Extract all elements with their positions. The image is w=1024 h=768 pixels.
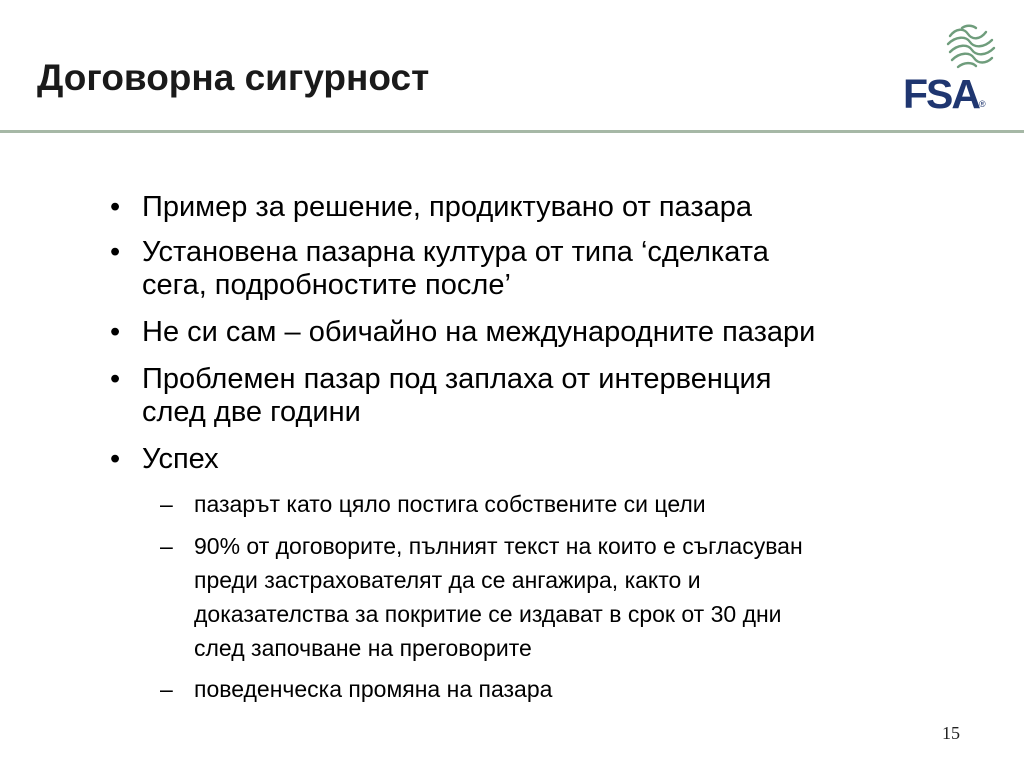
fsa-logo	[898, 22, 1002, 117]
sub-bullet-text-line: 90% от договорите, пълният текст на които е съгласуван	[194, 533, 803, 559]
title-divider	[0, 130, 1024, 133]
sub-bullet-text	[194, 529, 964, 665]
bullet-text: Не си сам – обичайно на международните пазари	[142, 316, 816, 348]
bullet-marker: •	[110, 316, 121, 348]
bullet-marker: •	[110, 443, 121, 475]
bullet-text-line: Проблемен пазар под заплаха от интервенция	[142, 363, 772, 395]
sub-bullet-text-line: след започване на преговорите	[194, 635, 532, 661]
bullet-text	[142, 236, 942, 302]
registered-mark: ®	[979, 99, 986, 109]
bullet-marker: •	[110, 191, 121, 223]
slide-title: Договорна сигурност	[37, 57, 430, 98]
sub-bullet-text-line: доказателства за покритие се издават в срок от 30 дни	[194, 601, 782, 627]
fsa-swirl-icon	[944, 22, 1000, 74]
fsa-logo-text: FSA	[903, 71, 979, 117]
bullet-marker: •	[110, 236, 121, 268]
sub-bullet-text: поведенческа промяна на пазара	[194, 676, 553, 702]
bullet-text	[142, 363, 942, 429]
sub-bullet-marker: –	[160, 491, 173, 517]
sub-bullet-text: пазарът като цяло постига собствените си цели	[194, 491, 706, 517]
bullet-text-line: след две години	[142, 396, 361, 428]
page-number: 15	[942, 723, 960, 743]
bullet-marker: •	[110, 363, 121, 395]
sub-bullet-text-line: преди застрахователят да се ангажира, както и	[194, 567, 701, 593]
bullet-text-line: Установена пазарна култура от типа ‘сделката	[142, 236, 769, 268]
bullet-text: Пример за решение, продиктувано от пазара	[142, 191, 753, 223]
sub-bullet-marker: –	[160, 533, 173, 559]
sub-bullet-marker: –	[160, 676, 173, 702]
bullet-text-line: сега, подробностите после’	[142, 269, 511, 301]
bullet-text: Успех	[142, 443, 219, 475]
